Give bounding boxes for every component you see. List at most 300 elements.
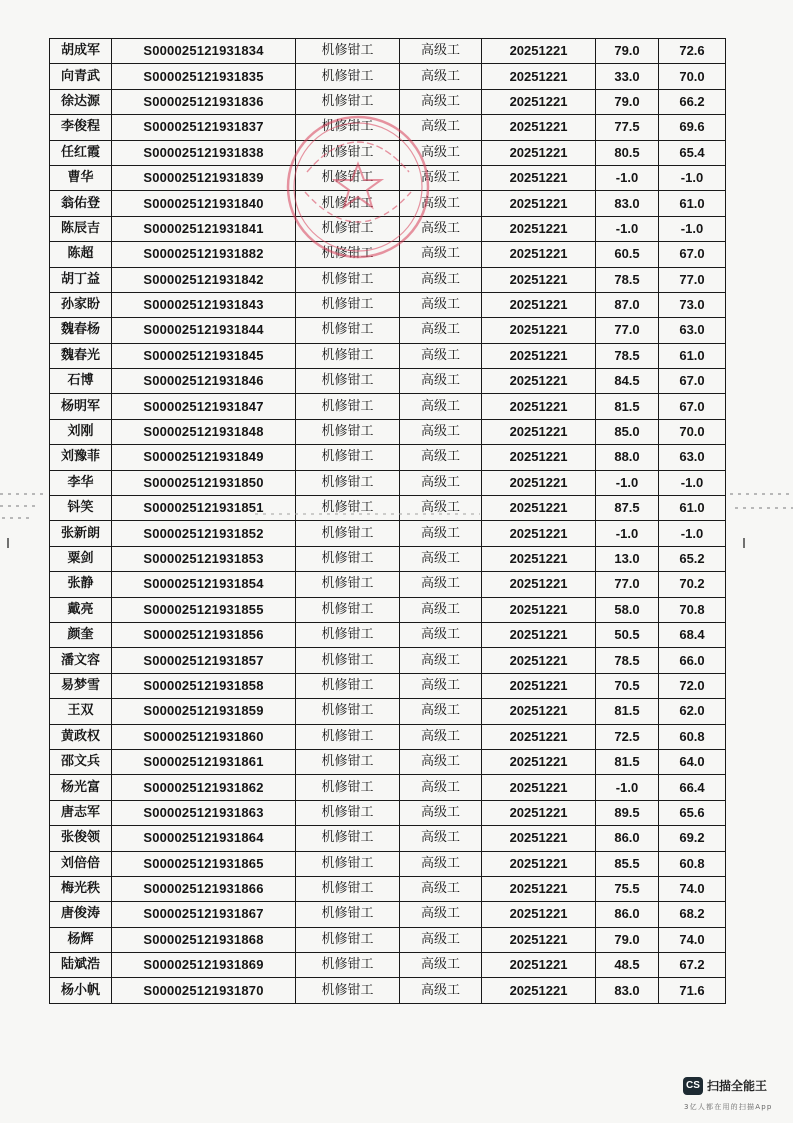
occupation: 机修钳工 bbox=[296, 318, 400, 343]
table-body bbox=[50, 39, 726, 1004]
exam-date: 20251221 bbox=[482, 648, 596, 673]
occupation: 机修钳工 bbox=[296, 496, 400, 521]
theory-score: 85.5 bbox=[596, 851, 659, 876]
theory-score: 83.0 bbox=[596, 191, 659, 216]
practical-score: 74.0 bbox=[659, 927, 726, 952]
theory-score: 13.0 bbox=[596, 546, 659, 571]
practical-score: 61.0 bbox=[659, 343, 726, 368]
exam-date: 20251221 bbox=[482, 445, 596, 470]
skill-level: 高级工 bbox=[400, 191, 482, 216]
theory-score: 58.0 bbox=[596, 597, 659, 622]
table-row bbox=[50, 39, 726, 64]
occupation: 机修钳工 bbox=[296, 876, 400, 901]
candidate-name: 戴亮 bbox=[50, 597, 112, 622]
exam-date: 20251221 bbox=[482, 851, 596, 876]
theory-score: 86.0 bbox=[596, 902, 659, 927]
skill-level: 高级工 bbox=[400, 927, 482, 952]
candidate-name: 曹华 bbox=[50, 165, 112, 190]
table-row bbox=[50, 470, 726, 495]
occupation: 机修钳工 bbox=[296, 572, 400, 597]
practical-score: 73.0 bbox=[659, 292, 726, 317]
practical-score: 74.0 bbox=[659, 876, 726, 901]
candidate-name: 杨辉 bbox=[50, 927, 112, 952]
candidate-name: 杨光富 bbox=[50, 775, 112, 800]
theory-score: -1.0 bbox=[596, 216, 659, 241]
exam-date: 20251221 bbox=[482, 165, 596, 190]
theory-score: 84.5 bbox=[596, 369, 659, 394]
practical-score: -1.0 bbox=[659, 165, 726, 190]
skill-level: 高级工 bbox=[400, 775, 482, 800]
theory-score: -1.0 bbox=[596, 521, 659, 546]
candidate-name: 黄政权 bbox=[50, 724, 112, 749]
practical-score: 70.8 bbox=[659, 597, 726, 622]
occupation: 机修钳工 bbox=[296, 724, 400, 749]
skill-level: 高级工 bbox=[400, 470, 482, 495]
table-row bbox=[50, 546, 726, 571]
scanner-watermark bbox=[683, 1077, 783, 1117]
exam-date: 20251221 bbox=[482, 496, 596, 521]
skill-level: 高级工 bbox=[400, 242, 482, 267]
candidate-name: 孙家盼 bbox=[50, 292, 112, 317]
exam-date: 20251221 bbox=[482, 876, 596, 901]
table-row bbox=[50, 242, 726, 267]
occupation: 机修钳工 bbox=[296, 394, 400, 419]
skill-level: 高级工 bbox=[400, 419, 482, 444]
table-row bbox=[50, 140, 726, 165]
table-row bbox=[50, 648, 726, 673]
table-row bbox=[50, 800, 726, 825]
candidate-name: 陈超 bbox=[50, 242, 112, 267]
theory-score: 81.5 bbox=[596, 749, 659, 774]
theory-score: 77.0 bbox=[596, 572, 659, 597]
candidate-name: 刘豫菲 bbox=[50, 445, 112, 470]
occupation: 机修钳工 bbox=[296, 64, 400, 89]
practical-score: 67.0 bbox=[659, 369, 726, 394]
skill-level: 高级工 bbox=[400, 572, 482, 597]
exam-date: 20251221 bbox=[482, 64, 596, 89]
certificate-number: S000025121931844 bbox=[112, 318, 296, 343]
certificate-number: S000025121931847 bbox=[112, 394, 296, 419]
theory-score: 33.0 bbox=[596, 64, 659, 89]
exam-date: 20251221 bbox=[482, 115, 596, 140]
exam-date: 20251221 bbox=[482, 369, 596, 394]
certificate-number: S000025121931867 bbox=[112, 902, 296, 927]
exam-date: 20251221 bbox=[482, 673, 596, 698]
exam-date: 20251221 bbox=[482, 597, 596, 622]
theory-score: -1.0 bbox=[596, 165, 659, 190]
practical-score: 71.6 bbox=[659, 978, 726, 1003]
certificate-number: S000025121931851 bbox=[112, 496, 296, 521]
practical-score: 65.2 bbox=[659, 546, 726, 571]
occupation: 机修钳工 bbox=[296, 267, 400, 292]
certificate-number: S000025121931838 bbox=[112, 140, 296, 165]
table-row bbox=[50, 572, 726, 597]
skill-level: 高级工 bbox=[400, 876, 482, 901]
exam-date: 20251221 bbox=[482, 318, 596, 343]
exam-date: 20251221 bbox=[482, 953, 596, 978]
candidate-name: 魏春杨 bbox=[50, 318, 112, 343]
exam-date: 20251221 bbox=[482, 826, 596, 851]
exam-date: 20251221 bbox=[482, 343, 596, 368]
exam-date: 20251221 bbox=[482, 470, 596, 495]
skill-level: 高级工 bbox=[400, 851, 482, 876]
theory-score: 87.5 bbox=[596, 496, 659, 521]
candidate-name: 颜奎 bbox=[50, 622, 112, 647]
skill-level: 高级工 bbox=[400, 826, 482, 851]
certificate-number: S000025121931861 bbox=[112, 749, 296, 774]
certificate-number: S000025121931866 bbox=[112, 876, 296, 901]
candidate-name: 杨小帆 bbox=[50, 978, 112, 1003]
candidate-name: 梅光秩 bbox=[50, 876, 112, 901]
candidate-name: 魏春光 bbox=[50, 343, 112, 368]
certificate-number: S000025121931865 bbox=[112, 851, 296, 876]
occupation: 机修钳工 bbox=[296, 445, 400, 470]
theory-score: -1.0 bbox=[596, 775, 659, 800]
practical-score: 63.0 bbox=[659, 445, 726, 470]
certificate-number: S000025121931840 bbox=[112, 191, 296, 216]
table-row bbox=[50, 216, 726, 241]
practical-score: 69.6 bbox=[659, 115, 726, 140]
table-row bbox=[50, 902, 726, 927]
table-row bbox=[50, 851, 726, 876]
occupation: 机修钳工 bbox=[296, 749, 400, 774]
table-row bbox=[50, 521, 726, 546]
practical-score: 67.0 bbox=[659, 242, 726, 267]
exam-date: 20251221 bbox=[482, 191, 596, 216]
theory-score: 79.0 bbox=[596, 39, 659, 64]
skill-level: 高级工 bbox=[400, 902, 482, 927]
occupation: 机修钳工 bbox=[296, 546, 400, 571]
practical-score: 72.0 bbox=[659, 673, 726, 698]
table-row bbox=[50, 622, 726, 647]
table-row bbox=[50, 724, 726, 749]
candidate-name: 向青武 bbox=[50, 64, 112, 89]
skill-level: 高级工 bbox=[400, 39, 482, 64]
certificate-number: S000025121931864 bbox=[112, 826, 296, 851]
table-row bbox=[50, 749, 726, 774]
certificate-number: S000025121931837 bbox=[112, 115, 296, 140]
table-row bbox=[50, 953, 726, 978]
exam-date: 20251221 bbox=[482, 242, 596, 267]
candidate-name: 胡丁益 bbox=[50, 267, 112, 292]
occupation: 机修钳工 bbox=[296, 673, 400, 698]
exam-date: 20251221 bbox=[482, 902, 596, 927]
scanner-app-name: 扫描全能王 bbox=[707, 1079, 768, 1093]
theory-score: 79.0 bbox=[596, 89, 659, 114]
practical-score: 70.0 bbox=[659, 64, 726, 89]
skill-level: 高级工 bbox=[400, 165, 482, 190]
certificate-number: S000025121931852 bbox=[112, 521, 296, 546]
occupation: 机修钳工 bbox=[296, 191, 400, 216]
table-row bbox=[50, 292, 726, 317]
candidate-name: 任红霞 bbox=[50, 140, 112, 165]
skill-level: 高级工 bbox=[400, 369, 482, 394]
exam-date: 20251221 bbox=[482, 572, 596, 597]
theory-score: 50.5 bbox=[596, 622, 659, 647]
occupation: 机修钳工 bbox=[296, 800, 400, 825]
occupation: 机修钳工 bbox=[296, 115, 400, 140]
table-row bbox=[50, 978, 726, 1003]
theory-score: 48.5 bbox=[596, 953, 659, 978]
exam-date: 20251221 bbox=[482, 140, 596, 165]
theory-score: 86.0 bbox=[596, 826, 659, 851]
candidate-name: 钭笑 bbox=[50, 496, 112, 521]
practical-score: 70.2 bbox=[659, 572, 726, 597]
exam-date: 20251221 bbox=[482, 699, 596, 724]
skill-level: 高级工 bbox=[400, 89, 482, 114]
occupation: 机修钳工 bbox=[296, 902, 400, 927]
theory-score: 77.5 bbox=[596, 115, 659, 140]
practical-score: 63.0 bbox=[659, 318, 726, 343]
candidate-name: 石博 bbox=[50, 369, 112, 394]
exam-date: 20251221 bbox=[482, 749, 596, 774]
skill-level: 高级工 bbox=[400, 648, 482, 673]
skill-level: 高级工 bbox=[400, 953, 482, 978]
cs-logo-icon: CS bbox=[683, 1077, 703, 1095]
theory-score: 89.5 bbox=[596, 800, 659, 825]
table-row bbox=[50, 343, 726, 368]
theory-score: 78.5 bbox=[596, 267, 659, 292]
skill-level: 高级工 bbox=[400, 622, 482, 647]
practical-score: 66.4 bbox=[659, 775, 726, 800]
candidate-name: 易梦雪 bbox=[50, 673, 112, 698]
exam-date: 20251221 bbox=[482, 267, 596, 292]
occupation: 机修钳工 bbox=[296, 242, 400, 267]
practical-score: 60.8 bbox=[659, 724, 726, 749]
theory-score: 75.5 bbox=[596, 876, 659, 901]
occupation: 机修钳工 bbox=[296, 597, 400, 622]
skill-level: 高级工 bbox=[400, 496, 482, 521]
candidate-name: 胡成军 bbox=[50, 39, 112, 64]
exam-date: 20251221 bbox=[482, 292, 596, 317]
table-row bbox=[50, 89, 726, 114]
certificate-number: S000025121931836 bbox=[112, 89, 296, 114]
practical-score: -1.0 bbox=[659, 521, 726, 546]
exam-date: 20251221 bbox=[482, 89, 596, 114]
skill-level: 高级工 bbox=[400, 597, 482, 622]
skill-level: 高级工 bbox=[400, 292, 482, 317]
exam-date: 20251221 bbox=[482, 216, 596, 241]
practical-score: -1.0 bbox=[659, 216, 726, 241]
practical-score: 65.6 bbox=[659, 800, 726, 825]
exam-date: 20251221 bbox=[482, 39, 596, 64]
practical-score: 69.2 bbox=[659, 826, 726, 851]
exam-date: 20251221 bbox=[482, 927, 596, 952]
certificate-number: S000025121931848 bbox=[112, 419, 296, 444]
theory-score: 81.5 bbox=[596, 699, 659, 724]
exam-date: 20251221 bbox=[482, 419, 596, 444]
theory-score: 72.5 bbox=[596, 724, 659, 749]
practical-score: 66.2 bbox=[659, 89, 726, 114]
table-row bbox=[50, 318, 726, 343]
practical-score: 77.0 bbox=[659, 267, 726, 292]
exam-date: 20251221 bbox=[482, 521, 596, 546]
certificate-number: S000025121931863 bbox=[112, 800, 296, 825]
skill-level: 高级工 bbox=[400, 724, 482, 749]
theory-score: 80.5 bbox=[596, 140, 659, 165]
exam-score-table bbox=[49, 38, 726, 1004]
occupation: 机修钳工 bbox=[296, 699, 400, 724]
skill-level: 高级工 bbox=[400, 445, 482, 470]
practical-score: 61.0 bbox=[659, 496, 726, 521]
practical-score: -1.0 bbox=[659, 470, 726, 495]
table-row bbox=[50, 597, 726, 622]
theory-score: 79.0 bbox=[596, 927, 659, 952]
certificate-number: S000025121931834 bbox=[112, 39, 296, 64]
skill-level: 高级工 bbox=[400, 343, 482, 368]
table-row bbox=[50, 673, 726, 698]
certificate-number: S000025121931855 bbox=[112, 597, 296, 622]
certificate-number: S000025121931860 bbox=[112, 724, 296, 749]
certificate-number: S000025121931856 bbox=[112, 622, 296, 647]
table-row bbox=[50, 927, 726, 952]
table-row bbox=[50, 699, 726, 724]
certificate-number: S000025121931854 bbox=[112, 572, 296, 597]
occupation: 机修钳工 bbox=[296, 953, 400, 978]
certificate-number: S000025121931839 bbox=[112, 165, 296, 190]
exam-date: 20251221 bbox=[482, 800, 596, 825]
candidate-name: 李俊程 bbox=[50, 115, 112, 140]
occupation: 机修钳工 bbox=[296, 39, 400, 64]
skill-level: 高级工 bbox=[400, 64, 482, 89]
exam-date: 20251221 bbox=[482, 775, 596, 800]
practical-score: 67.2 bbox=[659, 953, 726, 978]
candidate-name: 张俊领 bbox=[50, 826, 112, 851]
table-row bbox=[50, 775, 726, 800]
theory-score: 78.5 bbox=[596, 648, 659, 673]
certificate-number: S000025121931846 bbox=[112, 369, 296, 394]
skill-level: 高级工 bbox=[400, 978, 482, 1003]
occupation: 机修钳工 bbox=[296, 648, 400, 673]
theory-score: 85.0 bbox=[596, 419, 659, 444]
exam-date: 20251221 bbox=[482, 394, 596, 419]
certificate-number: S000025121931859 bbox=[112, 699, 296, 724]
theory-score: 83.0 bbox=[596, 978, 659, 1003]
practical-score: 67.0 bbox=[659, 394, 726, 419]
occupation: 机修钳工 bbox=[296, 343, 400, 368]
skill-level: 高级工 bbox=[400, 115, 482, 140]
skill-level: 高级工 bbox=[400, 216, 482, 241]
candidate-name: 杨明军 bbox=[50, 394, 112, 419]
skill-level: 高级工 bbox=[400, 749, 482, 774]
candidate-name: 翁佑登 bbox=[50, 191, 112, 216]
practical-score: 60.8 bbox=[659, 851, 726, 876]
table-row bbox=[50, 165, 726, 190]
table-row bbox=[50, 419, 726, 444]
exam-date: 20251221 bbox=[482, 724, 596, 749]
occupation: 机修钳工 bbox=[296, 470, 400, 495]
practical-score: 72.6 bbox=[659, 39, 726, 64]
theory-score: 77.0 bbox=[596, 318, 659, 343]
certificate-number: S000025121931850 bbox=[112, 470, 296, 495]
theory-score: -1.0 bbox=[596, 470, 659, 495]
candidate-name: 张静 bbox=[50, 572, 112, 597]
occupation: 机修钳工 bbox=[296, 521, 400, 546]
candidate-name: 粟剑 bbox=[50, 546, 112, 571]
certificate-number: S000025121931882 bbox=[112, 242, 296, 267]
certificate-number: S000025121931858 bbox=[112, 673, 296, 698]
table-row bbox=[50, 191, 726, 216]
practical-score: 66.0 bbox=[659, 648, 726, 673]
candidate-name: 王双 bbox=[50, 699, 112, 724]
occupation: 机修钳工 bbox=[296, 927, 400, 952]
certificate-number: S000025121931842 bbox=[112, 267, 296, 292]
certificate-number: S000025121931869 bbox=[112, 953, 296, 978]
theory-score: 81.5 bbox=[596, 394, 659, 419]
skill-level: 高级工 bbox=[400, 699, 482, 724]
occupation: 机修钳工 bbox=[296, 622, 400, 647]
skill-level: 高级工 bbox=[400, 546, 482, 571]
occupation: 机修钳工 bbox=[296, 419, 400, 444]
skill-level: 高级工 bbox=[400, 267, 482, 292]
exam-date: 20251221 bbox=[482, 978, 596, 1003]
table-row bbox=[50, 876, 726, 901]
theory-score: 70.5 bbox=[596, 673, 659, 698]
occupation: 机修钳工 bbox=[296, 292, 400, 317]
exam-date: 20251221 bbox=[482, 622, 596, 647]
certificate-number: S000025121931849 bbox=[112, 445, 296, 470]
certificate-number: S000025121931868 bbox=[112, 927, 296, 952]
table-row bbox=[50, 267, 726, 292]
practical-score: 62.0 bbox=[659, 699, 726, 724]
candidate-name: 唐俊涛 bbox=[50, 902, 112, 927]
theory-score: 60.5 bbox=[596, 242, 659, 267]
skill-level: 高级工 bbox=[400, 318, 482, 343]
occupation: 机修钳工 bbox=[296, 369, 400, 394]
occupation: 机修钳工 bbox=[296, 978, 400, 1003]
scanner-slogan: 3亿人都在用的扫描App bbox=[684, 1103, 773, 1111]
table-row bbox=[50, 115, 726, 140]
skill-level: 高级工 bbox=[400, 140, 482, 165]
candidate-name: 邵文兵 bbox=[50, 749, 112, 774]
skill-level: 高级工 bbox=[400, 800, 482, 825]
practical-score: 65.4 bbox=[659, 140, 726, 165]
theory-score: 88.0 bbox=[596, 445, 659, 470]
candidate-name: 徐达源 bbox=[50, 89, 112, 114]
occupation: 机修钳工 bbox=[296, 851, 400, 876]
occupation: 机修钳工 bbox=[296, 216, 400, 241]
skill-level: 高级工 bbox=[400, 521, 482, 546]
occupation: 机修钳工 bbox=[296, 89, 400, 114]
skill-level: 高级工 bbox=[400, 673, 482, 698]
candidate-name: 刘倍倍 bbox=[50, 851, 112, 876]
theory-score: 78.5 bbox=[596, 343, 659, 368]
certificate-number: S000025121931843 bbox=[112, 292, 296, 317]
certificate-number: S000025121931841 bbox=[112, 216, 296, 241]
occupation: 机修钳工 bbox=[296, 140, 400, 165]
occupation: 机修钳工 bbox=[296, 775, 400, 800]
candidate-name: 唐志军 bbox=[50, 800, 112, 825]
table-row bbox=[50, 826, 726, 851]
candidate-name: 刘刚 bbox=[50, 419, 112, 444]
candidate-name: 陆斌浩 bbox=[50, 953, 112, 978]
certificate-number: S000025121931845 bbox=[112, 343, 296, 368]
table-row bbox=[50, 394, 726, 419]
table-row bbox=[50, 445, 726, 470]
candidate-name: 李华 bbox=[50, 470, 112, 495]
candidate-name: 张新朗 bbox=[50, 521, 112, 546]
certificate-number: S000025121931870 bbox=[112, 978, 296, 1003]
skill-level: 高级工 bbox=[400, 394, 482, 419]
certificate-number: S000025121931862 bbox=[112, 775, 296, 800]
table-row bbox=[50, 496, 726, 521]
certificate-number: S000025121931857 bbox=[112, 648, 296, 673]
practical-score: 68.2 bbox=[659, 902, 726, 927]
practical-score: 61.0 bbox=[659, 191, 726, 216]
practical-score: 70.0 bbox=[659, 419, 726, 444]
certificate-number: S000025121931853 bbox=[112, 546, 296, 571]
candidate-name: 潘文容 bbox=[50, 648, 112, 673]
